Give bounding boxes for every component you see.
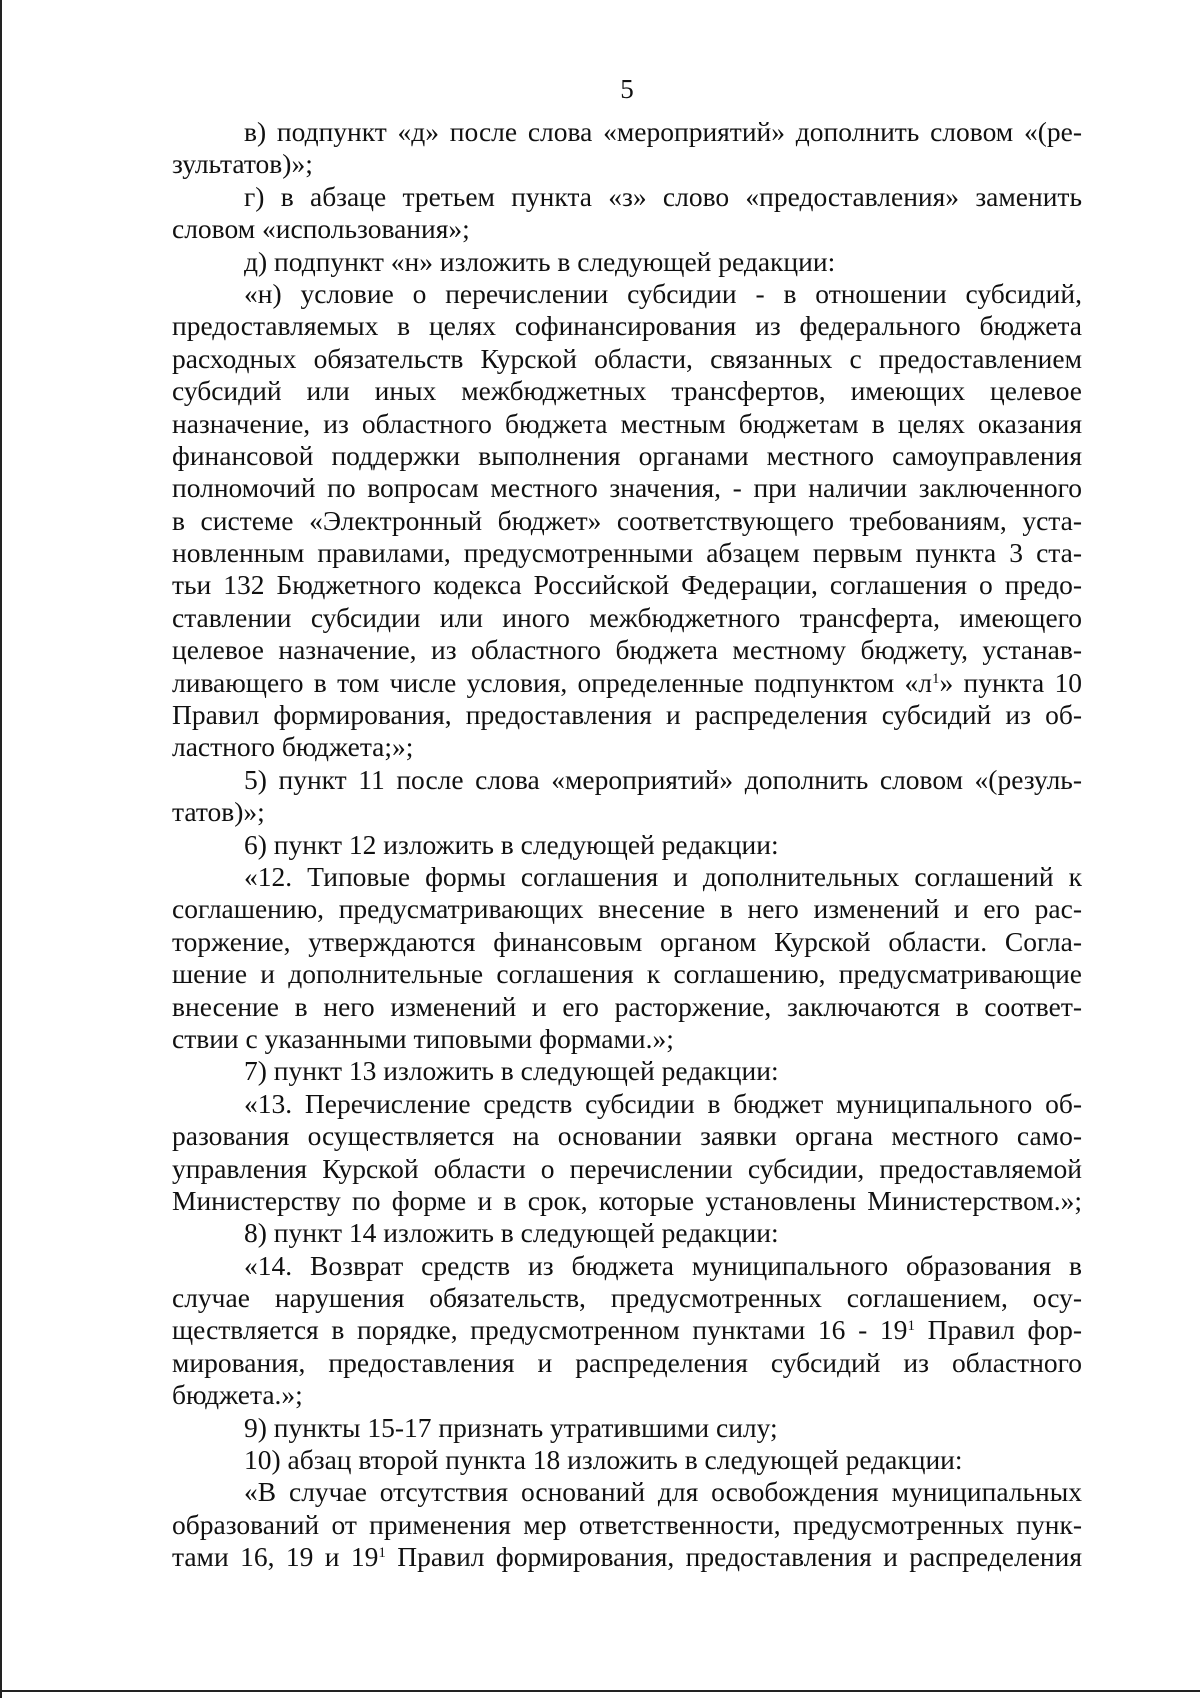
line-text: «н) условие о перечислении субсидии - в отношении субсидий, — [244, 277, 1082, 309]
line-text-continued: Правил формирования, предоставления и распределения — [385, 1541, 1082, 1573]
line-text: «14. Возврат средств из бюджета муниципального образования в — [244, 1249, 1082, 1281]
line-text: тами 16, 19 и 19 — [172, 1541, 379, 1573]
line-text: «13. Перечисление средств субсидии в бюджет муниципального об- — [244, 1087, 1082, 1119]
text-line — [172, 1088, 1082, 1120]
text-line — [172, 1250, 1082, 1282]
line-text: «12. Типовые формы соглашения и дополнительных соглашений к — [244, 860, 1082, 892]
text-line — [172, 634, 1082, 666]
text-line — [172, 699, 1082, 731]
line-text: шение и дополнительные соглашения к соглашению, предусматривающие — [172, 958, 1082, 990]
superscript: 1 — [378, 1545, 386, 1562]
text-line — [172, 343, 1082, 375]
scan-edge-left — [0, 0, 2, 1698]
document-body — [172, 116, 1082, 1574]
text-line — [172, 1509, 1082, 1541]
line-text: субсидий или иных межбюджетных трансфертов, имеющих целевое — [172, 375, 1082, 407]
line-text: расходных обязательств Курской области, связанных с предоставлением — [172, 342, 1082, 374]
text-line — [172, 181, 1082, 213]
text-line — [172, 246, 1082, 278]
text-line — [172, 991, 1082, 1023]
text-line — [172, 958, 1082, 990]
line-text: ставлении субсидии или иного межбюджетного трансферта, имеющего — [172, 601, 1082, 633]
text-line — [172, 602, 1082, 634]
line-text: целевое назначение, из областного бюджета местному бюджету, устанав- — [172, 634, 1082, 666]
line-text: назначение, из областного бюджета местным бюджетам в целях оказания — [172, 407, 1082, 439]
text-line — [172, 764, 1082, 796]
text-line — [172, 472, 1082, 504]
line-text: образований от применения мер ответственности, предусмотренных пунк- — [172, 1508, 1082, 1540]
line-text: Правил формирования, предоставления и распределения субсидий из об- — [172, 699, 1082, 731]
text-line — [172, 278, 1082, 310]
text-line — [172, 796, 1082, 828]
text-line — [172, 1055, 1082, 1087]
text-line — [172, 1282, 1082, 1314]
line-text: новленным правилами, предусмотренными абзацем первым пункта 3 ста- — [172, 537, 1082, 569]
text-line — [172, 1023, 1082, 1055]
text-line — [172, 408, 1082, 440]
text-line — [172, 1185, 1082, 1217]
line-text: полномочий по вопросам местного значения, - при наличии заключенного — [172, 472, 1082, 504]
text-line — [172, 148, 1082, 180]
text-line — [172, 440, 1082, 472]
text-line — [172, 1153, 1082, 1185]
superscript: 1 — [931, 670, 940, 687]
line-text-continued: Правил фор- — [914, 1314, 1082, 1346]
text-line — [172, 1379, 1082, 1411]
text-line — [172, 1217, 1082, 1249]
line-text: «В случае отсутствия оснований для освобождения муниципальных — [244, 1476, 1082, 1508]
text-line — [172, 1412, 1082, 1444]
line-text-continued: » пункта 10 — [939, 666, 1082, 698]
line-text: внесение в него изменений и его расторжение, заключаются в соответ- — [172, 990, 1082, 1022]
line-text: 8) пункт 14 изложить в следующей редакции: — [244, 1217, 779, 1249]
text-line — [172, 893, 1082, 925]
line-text: Министерству по форме и в срок, которые установлены Министерством.»; — [172, 1184, 1082, 1216]
text-line — [172, 829, 1082, 861]
line-text: случае нарушения обязательств, предусмотренных соглашением, осу- — [172, 1282, 1082, 1314]
line-text: финансовой поддержки выполнения органами местного самоуправления — [172, 439, 1082, 471]
text-line — [172, 505, 1082, 537]
text-line — [172, 116, 1082, 148]
line-text: соглашению, предусматривающих внесение в него изменений и его рас- — [172, 893, 1082, 925]
text-line — [172, 1314, 1082, 1346]
page-number: 5 — [620, 74, 634, 104]
line-text: зультатов)»; — [172, 148, 313, 180]
line-text: ствии с указанными типовыми формами.»; — [172, 1022, 674, 1054]
text-line — [172, 1444, 1082, 1476]
text-line — [172, 1541, 1082, 1573]
line-text: разования осуществляется на основании заявки органа местного само- — [172, 1120, 1082, 1152]
line-text: предоставляемых в целях софинансирования из федерального бюджета — [172, 310, 1082, 342]
line-text: бюджета.»; — [172, 1379, 303, 1411]
text-line — [172, 926, 1082, 958]
line-text: 7) пункт 13 изложить в следующей редакции: — [244, 1055, 779, 1087]
text-line — [172, 537, 1082, 569]
line-text: мирования, предоставления и распределения субсидий из областного — [172, 1346, 1082, 1378]
text-line — [172, 213, 1082, 245]
text-line — [172, 861, 1082, 893]
line-text: татов)»; — [172, 796, 265, 828]
text-line — [172, 310, 1082, 342]
line-text: в) подпункт «д» после слова «мероприятий» дополнить словом «(ре- — [244, 116, 1082, 147]
line-text: в системе «Электронный бюджет» соответствующего требованиям, уста- — [172, 504, 1082, 536]
line-text: ластного бюджета;»; — [172, 731, 414, 763]
line-text: 10) абзац второй пункта 18 изложить в следующей редакции: — [244, 1444, 963, 1476]
text-line — [172, 731, 1082, 763]
line-text: ливающего в том числе условия, определенные подпунктом «л — [172, 666, 932, 698]
line-text: управления Курской области о перечислении субсидии, предоставляемой — [172, 1152, 1082, 1184]
text-line — [172, 569, 1082, 601]
line-text: словом «использования»; — [172, 213, 470, 245]
superscript: 1 — [907, 1318, 915, 1335]
scan-edge-bottom — [0, 1690, 1200, 1692]
text-line — [172, 375, 1082, 407]
line-text: тьи 132 Бюджетного кодекса Российской Федерации, соглашения о предо- — [172, 569, 1082, 601]
text-line — [172, 1120, 1082, 1152]
line-text: 6) пункт 12 изложить в следующей редакции: — [244, 828, 779, 860]
line-text: торжение, утверждаются финансовым органом Курской области. Согла- — [172, 925, 1082, 957]
line-text: д) подпункт «н» изложить в следующей редакции: — [244, 245, 836, 277]
text-line — [172, 1347, 1082, 1379]
line-text: г) в абзаце третьем пункта «з» слово «предоставления» заменить — [244, 180, 1082, 212]
line-text: ществляется в порядке, предусмотренном пунктами 16 - 19 — [172, 1314, 908, 1346]
text-line — [172, 1476, 1082, 1508]
text-line — [172, 667, 1082, 699]
line-text: 9) пункты 15-17 признать утратившими силу; — [244, 1411, 778, 1443]
line-text: 5) пункт 11 после слова «мероприятий» дополнить словом «(резуль- — [244, 763, 1082, 795]
